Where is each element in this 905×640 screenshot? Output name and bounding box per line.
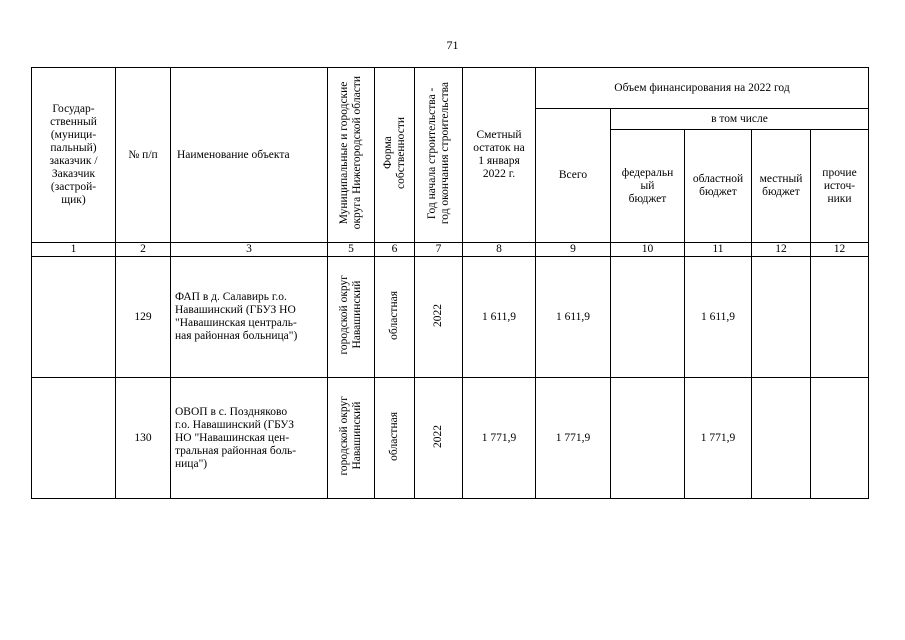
header-regional: областной бюджет <box>685 130 752 243</box>
column-number: 12 <box>752 243 811 257</box>
column-number: 11 <box>685 243 752 257</box>
column-number: 7 <box>415 243 463 257</box>
header-local: местный бюджет <box>752 130 811 243</box>
column-number: 2 <box>116 243 171 257</box>
column-number: 1 <box>32 243 116 257</box>
column-number: 10 <box>611 243 685 257</box>
row-ownership: областная <box>375 378 415 499</box>
column-number: 3 <box>171 243 328 257</box>
row-total: 1 771,9 <box>536 378 611 499</box>
column-number: 12 <box>811 243 869 257</box>
row-local <box>752 378 811 499</box>
row-customer <box>32 378 116 499</box>
header-other: прочие источ- ники <box>811 130 869 243</box>
row-federal <box>611 257 685 378</box>
row-years: 2022 <box>415 378 463 499</box>
row-other <box>811 257 869 378</box>
column-number: 8 <box>463 243 536 257</box>
header-municipality: Муниципальные и городские округа Нижегородской области <box>328 68 375 243</box>
header-num: № п/п <box>116 68 171 243</box>
row-ownership: областная <box>375 257 415 378</box>
column-number: 9 <box>536 243 611 257</box>
row-num: 129 <box>116 257 171 378</box>
table-row <box>32 257 869 378</box>
row-other <box>811 378 869 499</box>
row-estimate: 1 611,9 <box>463 257 536 378</box>
row-total: 1 611,9 <box>536 257 611 378</box>
header-including: в том числе <box>611 109 869 130</box>
header-financing: Объем финансирования на 2022 год <box>536 68 869 109</box>
row-object: ФАП в д. Салавирь г.о. Навашинский (ГБУЗ НО "Навашинская централь- ная районная больница") <box>171 257 328 378</box>
row-num: 130 <box>116 378 171 499</box>
column-number: 6 <box>375 243 415 257</box>
row-regional: 1 611,9 <box>685 257 752 378</box>
page-number: 71 <box>446 38 459 52</box>
row-regional: 1 771,9 <box>685 378 752 499</box>
header-total: Всего <box>536 109 611 243</box>
table-row <box>32 378 869 499</box>
header-years: Год начала строительства - год окончания строительства <box>415 68 463 243</box>
header-customer: Государ- ственный (муници- пальный) заказчик / Заказчик (застрой- щик) <box>32 68 116 243</box>
header-estimate: Сметный остаток на 1 января 2022 г. <box>463 68 536 243</box>
row-municipality: городской округ Навашинский <box>328 257 375 378</box>
row-local <box>752 257 811 378</box>
header-object-name: Наименование объекта <box>171 68 328 243</box>
financing-table <box>31 67 869 499</box>
row-years: 2022 <box>415 257 463 378</box>
header-federal: федеральн ый бюджет <box>611 130 685 243</box>
header-ownership: Форма собственности <box>375 68 415 243</box>
row-federal <box>611 378 685 499</box>
column-number: 5 <box>328 243 375 257</box>
row-customer <box>32 257 116 378</box>
row-object: ОВОП в с. Поздняково г.о. Навашинский (ГБУЗ НО "Навашинская цен- тральная районная боль- ница") <box>171 378 328 499</box>
column-number-row <box>32 243 869 257</box>
row-municipality: городской округ Навашинский <box>328 378 375 499</box>
row-estimate: 1 771,9 <box>463 378 536 499</box>
